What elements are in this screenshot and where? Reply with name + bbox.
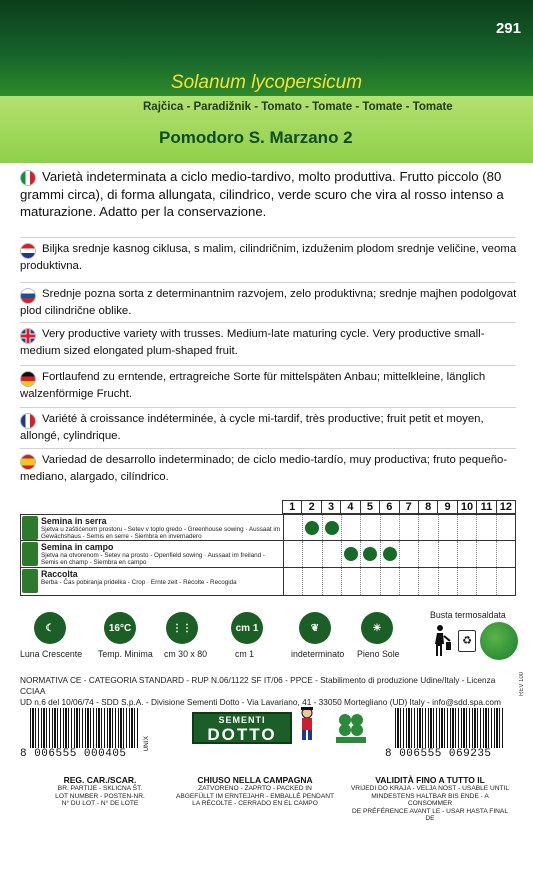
variety-name: Pomodoro S. Marzano 2 <box>159 128 353 147</box>
lot-info-column <box>40 775 160 808</box>
spacing-icon: ⋮⋮ <box>166 612 198 644</box>
calendar-cell <box>361 541 380 567</box>
month-label: 8 <box>419 501 438 513</box>
depth-icon: cm 1 <box>231 612 263 644</box>
sealed-bag-info <box>430 610 530 670</box>
calendar-row <box>20 514 516 541</box>
calendar-cell <box>497 515 515 540</box>
calendar-dot <box>325 521 339 535</box>
month-label: 9 <box>438 501 457 513</box>
calendar-cell <box>381 541 400 567</box>
lot-info-columns <box>0 775 533 825</box>
lot-info-column <box>350 775 510 823</box>
separator <box>20 407 516 408</box>
calendar-row-label <box>41 569 281 586</box>
product-code: 291 <box>495 20 521 37</box>
calendar-cell <box>439 568 458 595</box>
mascot-icon <box>295 706 319 742</box>
description-text: Srednje pozna sorta z determinantnim razvojem, zelo produktivna; srednje majhen podolgovat plod cilindrične oblike. <box>20 288 517 317</box>
unix-label: UNIX <box>143 736 150 752</box>
calendar-dot <box>383 547 397 561</box>
calendar-cell <box>284 515 303 540</box>
lot-info-title: REG. CAR./SCAR. <box>63 775 137 785</box>
sealed-bag-label: Busta termosaldata <box>430 610 506 620</box>
description-si <box>20 286 520 320</box>
calendar-cell <box>342 568 361 595</box>
calendar-cell <box>323 541 342 567</box>
calendar-cell <box>458 515 477 540</box>
calendar-row-subtitle: Sjetva u zaštićenom prostoru - Setev v toplo gredo - Greenhouse sowing · Aussaat im Gewächshaus - Semis en serre - Siembra en invernadero <box>41 526 281 541</box>
description-text: Very productive variety with trusses. Medium-late maturing cycle. Very productive small-medium sized elongated plum-shaped fruit. <box>20 328 485 357</box>
sun-icon: ☀ <box>361 612 393 644</box>
separator <box>20 237 516 238</box>
revision-code: REV 100 <box>519 672 525 697</box>
separator <box>20 448 516 449</box>
calendar-month-header <box>282 500 516 514</box>
calendar-dot <box>305 521 319 535</box>
flag-fr-icon <box>20 413 36 429</box>
calendar-cell <box>303 541 322 567</box>
description-text: Fortlaufend zu erntende, ertragreiche Sorte für mittelspäten Anbau; mittelkleine, länglich walzenförmige Frucht. <box>20 371 486 400</box>
month-label: 4 <box>341 501 360 513</box>
description-es <box>20 452 520 486</box>
lot-info-subtitle: DE PRÉFÉRENCE AVANT LE - USAR HASTA FINAL DE <box>352 807 508 823</box>
calendar-cell <box>419 568 438 595</box>
lot-info-subtitle: ABGEFÜLLT IM ERNTEJAHR - EMBALLÉ PENDANT <box>175 792 335 800</box>
calendar-row-grid <box>283 515 515 540</box>
separator <box>20 282 516 283</box>
calendar-cell <box>400 515 419 540</box>
calendar-cell <box>400 541 419 567</box>
month-label: 3 <box>322 501 341 513</box>
description-text: Variété à croissance indéterminée, à cycle mi-tardif, très productive; fruit petit et moyen, allongé, cylindrique. <box>20 413 484 442</box>
flag-hr-icon <box>20 243 36 259</box>
flag-de-icon <box>20 371 36 387</box>
cultivation-icons <box>20 612 420 662</box>
description-fr <box>20 411 520 445</box>
calendar-cell <box>323 515 342 540</box>
month-label: 1 <box>283 501 302 513</box>
moon-icon: ☾ <box>34 612 66 644</box>
icon-label: Luna Crescente <box>20 649 83 659</box>
lot-info-subtitle: MINDESTENS HALTBAR BIS ENDE - A CONSOMMER <box>371 792 489 808</box>
separator <box>20 365 516 366</box>
month-label: 12 <box>499 501 512 513</box>
litter-bin-icon <box>432 624 452 658</box>
thermometer-icon: 16°C <box>104 612 136 644</box>
recycle-icon: ♻ <box>458 630 476 652</box>
calendar-cell <box>323 568 342 595</box>
calendar-cell <box>477 515 496 540</box>
calendar-cell <box>361 568 380 595</box>
lot-info-subtitle: LA RÉCOLTE - CERRADO EN EL CAMPO <box>192 800 318 808</box>
calendar-cell <box>284 568 303 595</box>
barcode-left-digits: 8 006555 000405 <box>20 748 127 760</box>
legal-notice <box>20 675 514 708</box>
lot-info-subtitle: BR. PARTIJE - SKLICNA ŠT. <box>57 785 143 792</box>
latin-name: Solanum lycopersicum <box>170 72 363 93</box>
sementi-dotto-logo <box>192 712 292 744</box>
calendar-cell <box>477 568 496 595</box>
flag-it-icon <box>20 170 36 186</box>
calendar-cell <box>419 541 438 567</box>
calendar-row-icon <box>22 569 38 593</box>
calendar-row-icon <box>22 542 38 566</box>
calendar-row-label <box>41 542 281 567</box>
lot-info-column <box>175 775 335 808</box>
green-dot-icon <box>480 622 518 660</box>
lot-info-subtitle: ZATVORENO - ZAPRTO - PACKED IN <box>198 785 312 792</box>
separator <box>20 322 516 323</box>
barcode-right-digits: 8 006555 069235 <box>385 748 492 760</box>
calendar-cell <box>381 515 400 540</box>
calendar-row-subtitle: Berba - Čas pobiranja pridelka - Crop · Ernte zeit - Récolte - Recogida <box>41 579 237 586</box>
calendar-row <box>20 568 516 596</box>
description-it <box>20 168 520 221</box>
description-gb <box>20 326 520 360</box>
growth-icon: ❦ <box>299 612 331 644</box>
month-label: 2 <box>302 501 321 513</box>
calendar-dot <box>363 547 377 561</box>
legal-line-2: UD n.6 del 10/06/74 - SDD S.p.A. - Divisione Sementi Dotto - Via Lavariano, 41 - 33050 Mortegliano (UD) Italy - info@sdd.spa.com <box>20 697 501 707</box>
icon-label: cm 1 <box>235 649 255 659</box>
description-hr <box>20 241 520 275</box>
calendar-cell <box>439 541 458 567</box>
lot-info-title: VALIDITÀ FINO A TUTTO IL <box>375 775 485 785</box>
calendar-row-title: Semina in campo <box>41 542 114 552</box>
calendar-cell <box>303 515 322 540</box>
barcode-right <box>385 708 513 760</box>
calendar-cell <box>381 568 400 595</box>
calendar-row-grid <box>283 541 515 567</box>
calendar-cell <box>477 541 496 567</box>
lot-info-title: CHIUSO NELLA CAMPAGNA <box>197 775 313 785</box>
calendar-cell <box>361 515 380 540</box>
icon-label: Pieno Sole <box>357 649 400 659</box>
calendar-row-icon <box>22 516 38 540</box>
lot-info-subtitle: LOT NUMBER - POSTEN-NR. <box>55 792 145 800</box>
calendar-cell <box>458 541 477 567</box>
calendar-cell <box>458 568 477 595</box>
calendar-cell <box>303 568 322 595</box>
calendar-row-label <box>41 516 281 541</box>
logo-main-text: DOTTO <box>207 725 277 744</box>
calendar-cell <box>342 541 361 567</box>
icon-label: indeterminato <box>291 649 345 659</box>
calendar-row-title: Semina in serra <box>41 516 107 526</box>
legal-line-1: NORMATIVA CE - CATEGORIA STANDARD - RUP N.06/1122 SF IT/06 - PPCE - Stabilimento di produzione Udine/Italy - Licenza CCIAA <box>20 675 496 696</box>
month-label: 7 <box>400 501 419 513</box>
barcode-bars <box>30 708 140 748</box>
description-de <box>20 369 520 403</box>
flag-si-icon <box>20 288 36 304</box>
lot-info-subtitle: VRIJEDI DO KRAJA - VELJA NOST - USABLE UNTIL <box>350 785 510 792</box>
calendar-row-grid <box>283 568 515 595</box>
header-band <box>0 0 533 163</box>
barcode-bars <box>395 708 505 748</box>
logo-top-text: SEMENTI <box>218 715 266 725</box>
calendar-row-title: Raccolta <box>41 569 78 579</box>
calendar-cell <box>497 568 515 595</box>
description-text: Variedad de desarrollo indeterminado; de ciclo medio-tardío, muy productiva; fruto pequeño-mediano, alargado, cilíndrico. <box>20 454 508 483</box>
calendar-cell <box>419 515 438 540</box>
month-label: 10 <box>458 501 477 513</box>
calendar-row <box>20 541 516 568</box>
lot-info-subtitle: N° DU LOT - N° DE LOTE <box>61 800 139 808</box>
clover-seal-icon <box>334 710 368 744</box>
description-text: Biljka srednje kasnog ciklusa, s malim, cilindričnim, izduženim plodom srednje veličine, veoma produktivna. <box>20 243 517 272</box>
flag-gb-icon <box>20 328 36 344</box>
common-names: Rajčica - Paradižnik - Tomato - Tomate - Tomate - Tomate <box>143 101 453 113</box>
calendar-row-subtitle: Sjetva na otvorenom - Setev na prosto - Openfield sowing · Aussaat im freiland - Semis en champ - Siembra en campo <box>41 552 266 567</box>
icon-label: cm 30 x 80 <box>164 649 208 659</box>
sowing-calendar <box>20 500 516 601</box>
month-label: 5 <box>361 501 380 513</box>
calendar-cell <box>342 515 361 540</box>
calendar-dot <box>344 547 358 561</box>
calendar-cell <box>284 541 303 567</box>
month-label: 11 <box>477 501 496 513</box>
month-label: 6 <box>380 501 399 513</box>
description-text: Varietà indeterminata a ciclo medio-tardivo, molto produttiva. Frutto piccolo (80 grammi circa), di forma allungata, cilindrico, verde scuro che vira al rosso intenso a maturazione. Adatto per la conservazione. <box>20 169 504 220</box>
barcode-left <box>20 708 148 760</box>
icon-label: Temp. Minima <box>98 649 153 659</box>
calendar-cell <box>439 515 458 540</box>
calendar-cell <box>400 568 419 595</box>
flag-es-icon <box>20 454 36 470</box>
calendar-cell <box>497 541 515 567</box>
